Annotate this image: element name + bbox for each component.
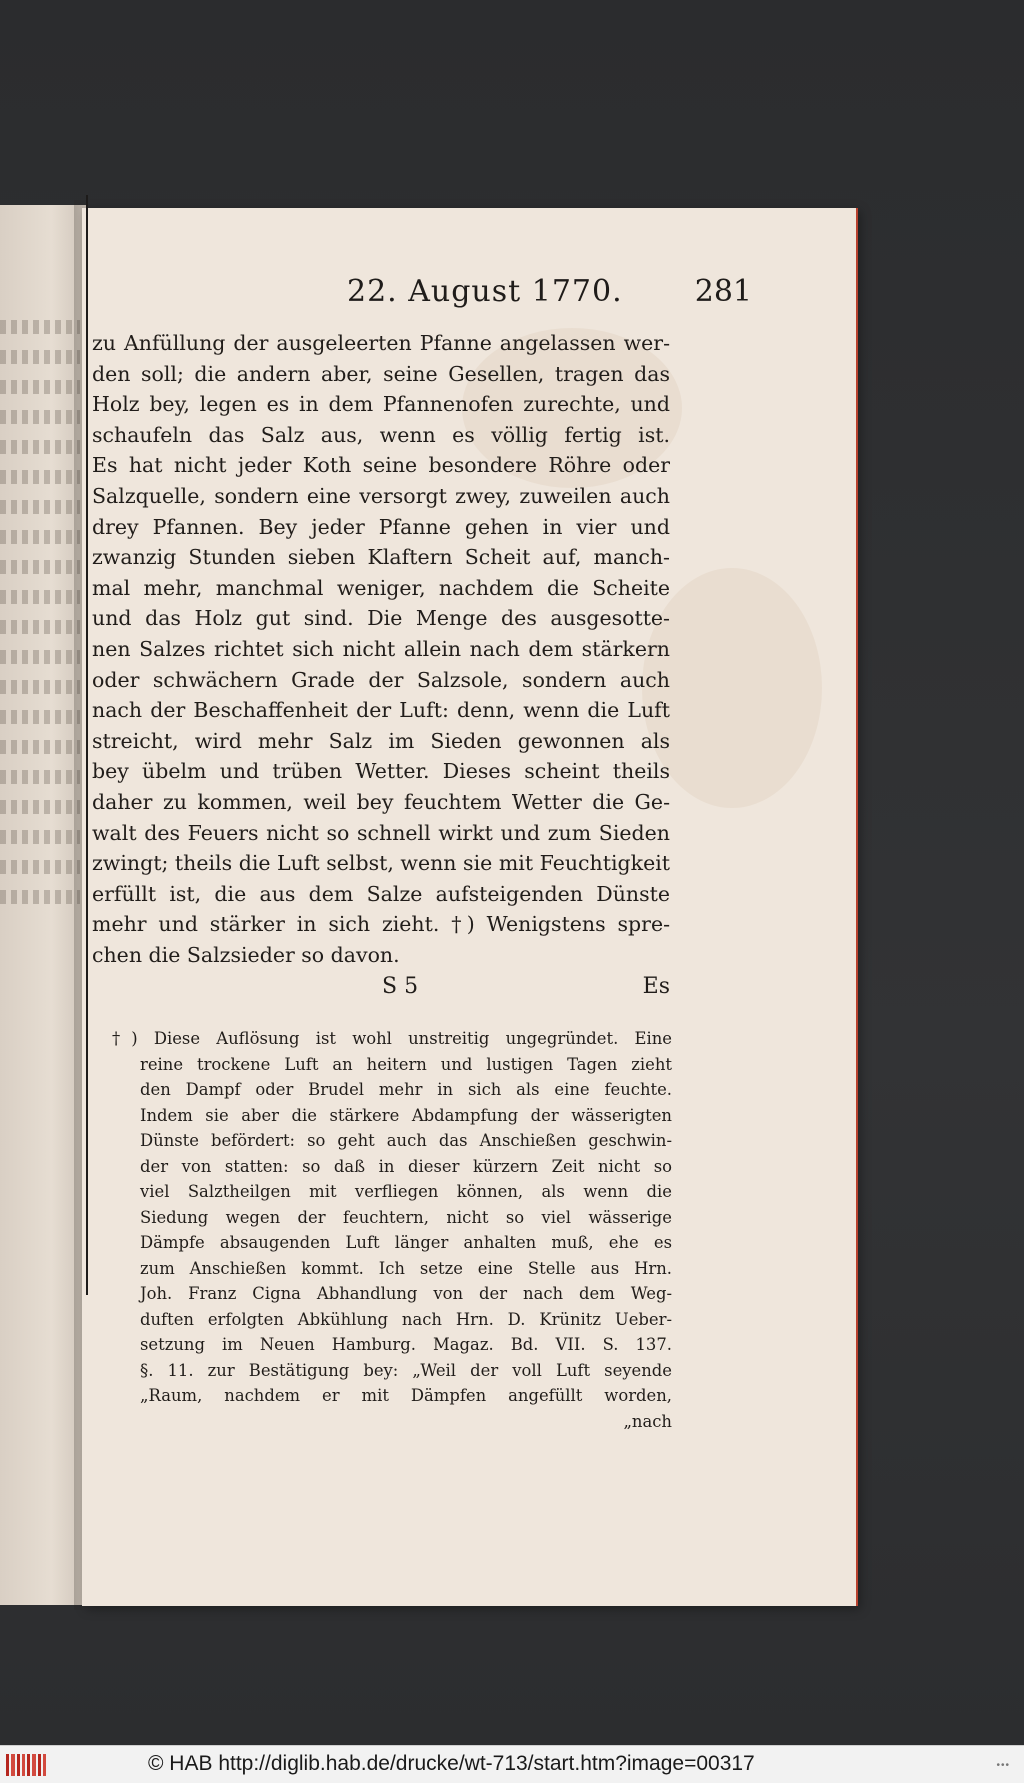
text-line: drey Pfannen. Bey jeder Pfanne gehen in vier und — [92, 514, 670, 539]
hab-logo-icon — [6, 1754, 46, 1776]
text-line: walt des Feuers nicht so schnell wirkt und zum Sieden — [92, 820, 670, 845]
text-line: mal mehr, manchmal weniger, nachdem die Scheite — [92, 575, 670, 600]
facing-page-text-fragment — [0, 560, 80, 574]
facing-page-text-fragment — [0, 530, 80, 544]
binding-line — [86, 195, 88, 1295]
footnote-line: Dämpfe absaugenden Luft länger anhalten muß, ehe es — [140, 1233, 672, 1252]
copyright-credit: © HAB http://diglib.hab.de/drucke/wt-713/start.htm?image=00317 — [148, 1752, 755, 1775]
text-line: Es hat nicht jeder Koth seine besondere Röhre oder — [92, 453, 670, 478]
running-head: 22. August 1770. — [347, 274, 623, 309]
facing-page-text-fragment — [0, 740, 80, 754]
signature-mark: S 5 — [382, 974, 419, 999]
footnote-line: Dünste befördert: so geht auch das Anschießen geschwin- — [140, 1131, 672, 1150]
facing-page-text-fragment — [0, 770, 80, 784]
facing-page-text-fragment — [0, 860, 80, 874]
facing-page-text-fragment — [0, 800, 80, 814]
facing-page-text-fragment — [0, 890, 80, 904]
footnote-catchword: „nach — [623, 1412, 672, 1431]
viewer-footer — [0, 1745, 1024, 1783]
text-line: zwanzig Stunden sieben Klaftern Scheit auf, manch- — [92, 545, 670, 570]
facing-page-text-fragment — [0, 710, 80, 724]
text-line: schaufeln das Salz aus, wenn es völlig fertig ist. — [92, 422, 670, 447]
text-line: chen die Salzsieder so davon. — [92, 942, 400, 967]
text-line: nach der Beschaffenheit der Luft: denn, wenn die Luft — [92, 698, 670, 723]
book-page — [82, 208, 856, 1606]
facing-page-text-fragment — [0, 470, 80, 484]
text-line: den soll; die andern aber, seine Gesellen, tragen das — [92, 361, 670, 386]
page-number: 281 — [694, 274, 752, 309]
footnote-line: viel Salztheilgen mit verfliegen können, als wenn die — [140, 1182, 672, 1201]
footnote-line: Siedung wegen der feuchtern, nicht so viel wässerige — [140, 1207, 672, 1227]
text-line: erfüllt ist, die aus dem Salze aufsteigenden Dünste — [92, 881, 670, 906]
footnote-line: den Dampf oder Brudel mehr in sich als eine feuchte. — [140, 1080, 672, 1099]
catchword: Es — [642, 974, 670, 999]
text-line: daher zu kommen, weil bey feuchtem Wetter die Ge- — [92, 789, 670, 814]
text-line: bey übelm und trüben Wetter. Dieses scheint theils — [92, 759, 670, 784]
facing-page-text-fragment — [0, 830, 80, 844]
facing-page-text-fragment — [0, 380, 80, 394]
text-line: Salzquelle, sondern eine versorgt zwey, zuweilen auch — [92, 483, 670, 508]
footnote-line: zum Anschießen kommt. Ich setze eine Stelle aus Hrn. — [140, 1258, 672, 1278]
footnote-line: Joh. Franz Cigna Abhandlung von der nach dem Weg- — [140, 1284, 672, 1303]
page-header — [262, 268, 752, 318]
footnote-line: duften erfolgten Abkühlung nach Hrn. D. Krünitz Ueber- — [140, 1309, 672, 1329]
text-line: zu Anfüllung der ausgeleerten Pfanne angelassen wer- — [92, 331, 670, 355]
facing-page-text-fragment — [0, 620, 80, 634]
more-icon[interactable]: ••• — [996, 1760, 1010, 1771]
main-text — [92, 328, 670, 970]
facing-page-text-fragment — [0, 680, 80, 694]
text-line: zwingt; theils die Luft selbst, wenn sie mit Feuchtigkeit — [92, 851, 670, 876]
facing-page-text-fragment — [0, 410, 80, 424]
text-line: oder schwächern Grade der Salzsole, sondern auch — [92, 667, 670, 692]
facing-page-text-fragment — [0, 650, 80, 664]
text-line: nen Salzes richtet sich nicht allein nach dem stärkern — [92, 636, 670, 661]
footnote-line: reine trockene Luft an heitern und lustigen Tagen zieht — [140, 1054, 672, 1074]
text-line: mehr und stärker in sich zieht. †) Wenigstens spre- — [92, 912, 670, 937]
facing-page-text-fragment — [0, 590, 80, 604]
footnote-line: „Raum, nachdem er mit Dämpfen angefüllt worden, — [140, 1386, 672, 1405]
footnote-line: Indem sie aber die stärkere Abdampfung der wässerigten — [140, 1105, 672, 1125]
text-line: streicht, wird mehr Salz im Sieden gewonnen als — [92, 728, 670, 753]
footnote-line: der von statten: so daß in dieser kürzern Zeit nicht so — [140, 1156, 672, 1176]
facing-page-text-fragment — [0, 500, 80, 514]
facing-page-text-fragment — [0, 320, 80, 334]
text-line: und das Holz gut sind. Die Menge des ausgesotte- — [92, 606, 670, 631]
text-line: Holz bey, legen es in dem Pfannenofen zurechte, und — [92, 392, 670, 417]
footnote-line: setzung im Neuen Hamburg. Magaz. Bd. VII. S. 137. — [140, 1335, 672, 1354]
facing-page-text-fragment — [0, 350, 80, 364]
footnote-line: †) Diese Auflösung ist wohl unstreitig ungegründet. Eine — [112, 1029, 672, 1048]
facing-page-text-fragment — [0, 440, 80, 454]
footnote-line: §. 11. zur Bestätigung bey: „Weil der voll Luft seyende — [140, 1360, 672, 1380]
catch-line — [92, 970, 670, 1004]
footnote — [112, 1026, 672, 1431]
